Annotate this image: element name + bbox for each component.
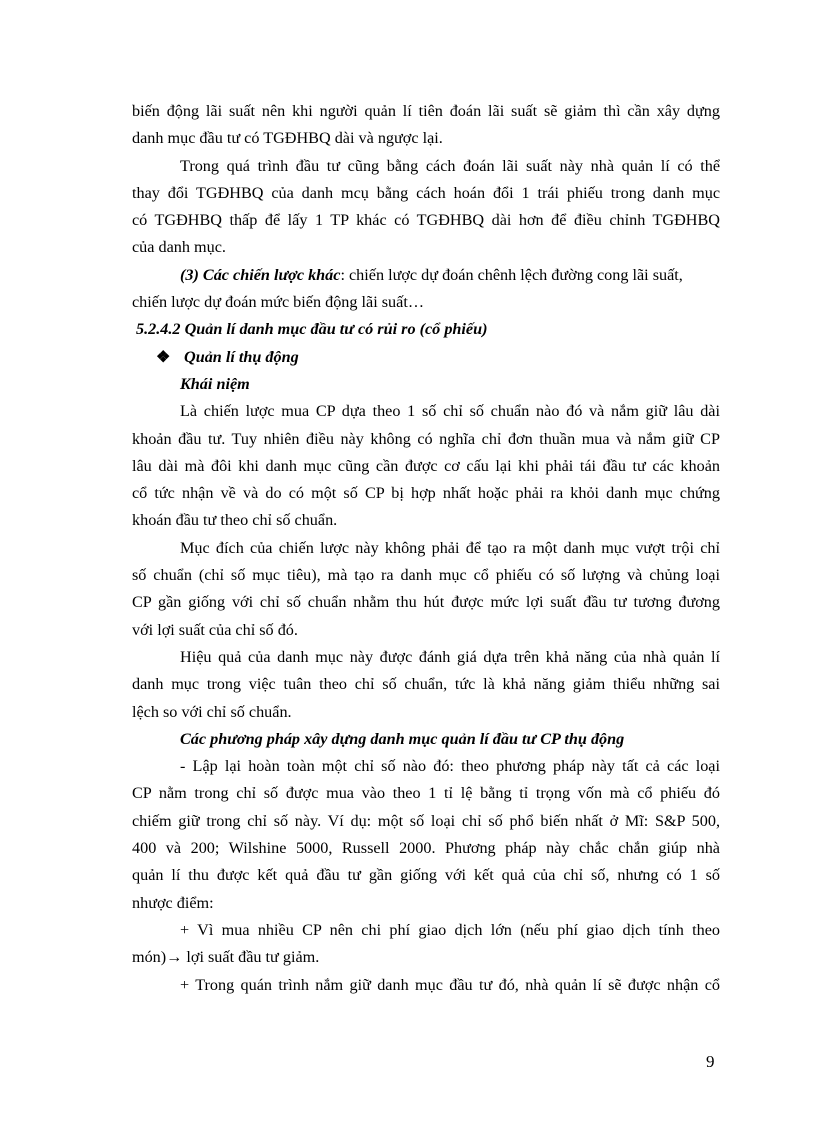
text-line: với lợi suất của chỉ số đó. xyxy=(132,620,298,639)
text-line: biến động lãi suất nên khi người quản lí tiên đoán lãi suất sẽ giảm thì cần xây dựng xyxy=(132,102,720,120)
text-line: chiếm giữ trong chỉ số này. Ví dụ: một số loại chỉ số phổ biến nhất ở Mĩ: S&P 500, xyxy=(132,811,720,830)
text-line: Trong quá trình đầu tư cũng bằng cách đoán lãi suất này nhà quản lí có thể xyxy=(180,156,720,175)
text-line: 400 và 200; Wilshine 5000, Russell 2000. Phương pháp này chắc chắn giúp nhà xyxy=(132,839,720,858)
page-number: 9 xyxy=(706,1052,715,1071)
text-line: khoản đầu tư. Tuy nhiên điều này không có nghĩa chỉ đơn thuần mua và nắm giữ CP xyxy=(132,429,720,448)
text-line: quản lí thu được kết quả đầu tư gần giống với kết quả của chỉ số, nhưng có 1 số xyxy=(132,866,720,885)
text-line: lệch so với chỉ số chuẩn. xyxy=(132,702,292,721)
text-line: + Trong quán trình nắm giữ danh mục đầu tư đó, nhà quản lí sẽ được nhận cổ xyxy=(180,975,720,994)
strategy-lead-label: (3) Các chiến lược khác xyxy=(180,265,341,284)
text-line: chiến lược dự đoán mức biến động lãi suất… xyxy=(132,293,425,312)
text-line: danh mục trong việc tuân theo chỉ số chuẩn, tức là khả năng giảm thiểu những sai xyxy=(132,675,720,694)
text-line: danh mục đầu tư có TGĐHBQ dài và ngược lại. xyxy=(132,129,443,148)
document-page xyxy=(132,98,720,999)
text-line: của danh mục. xyxy=(132,238,226,257)
text-line: món)→ lợi suất đầu tư giảm. xyxy=(132,948,320,967)
bullet-heading-line xyxy=(132,344,720,371)
text-line xyxy=(132,262,720,289)
text-line: có TGĐHBQ thấp để lấy 1 TP khác có TGĐHBQ dài hơn để điều chỉnh TGĐHBQ xyxy=(132,211,720,230)
subheading-methods: Các phương pháp xây dựng danh mục quản lí đầu tư CP thụ động xyxy=(180,729,625,748)
text-line: - Lập lại hoàn toàn một chỉ số nào đó: theo phương pháp này tất cả các loại xyxy=(180,757,720,776)
text-line: khoán đầu tư theo chỉ số chuẩn. xyxy=(132,511,338,530)
text-line: nhược điểm: xyxy=(132,893,214,912)
text-line: + Vì mua nhiều CP nên chi phí giao dịch lớn (nếu phí giao dịch tính theo xyxy=(180,920,720,939)
text-line: lâu dài mà đôi khi danh mục cũng cần được cơ cấu lại khi phải tái đầu tư các khoản xyxy=(132,456,720,475)
text-line: thay đổi TGĐHBQ của danh mcụ bằng cách hoán đổi 1 trái phiếu trong danh mục xyxy=(132,183,720,202)
subheading-concept: Khái niệm xyxy=(180,374,250,393)
text-line: Mục đích của chiến lược này không phải để tạo ra một danh mục vượt trội chỉ xyxy=(180,538,720,557)
bullet-heading: Quản lí thụ động xyxy=(184,347,299,366)
diamond-bullet-icon: ❖ xyxy=(156,347,171,366)
strategy-lead-text: : chiến lược dự đoán chênh lệch đường cong lãi suất, xyxy=(340,265,683,284)
text-line: cổ tức nhận về và do có một số CP bị hợp nhất hoặc phải ra khỏi danh mục chứng xyxy=(132,484,720,503)
text-line: Là chiến lược mua CP dựa theo 1 số chỉ số chuẩn nào đó và nắm giữ lâu dài xyxy=(180,402,720,421)
section-heading: 5.2.4.2 Quản lí danh mục đầu tư có rủi ro (cổ phiếu) xyxy=(136,320,488,339)
text-line: số chuẩn (chỉ số mục tiêu), mà tạo ra danh mục cổ phiếu có số lượng và chủng loại xyxy=(132,566,720,585)
text-line: CP gần giống với chỉ số chuẩn nhằm thu hút được mức lợi suất đầu tư tương đương xyxy=(132,593,720,612)
text-line: CP nằm trong chỉ số được mua vào theo 1 tỉ lệ bằng tỉ trọng vốn mà cổ phiếu đó xyxy=(132,784,720,803)
text-line: Hiệu quả của danh mục này được đánh giá dựa trên khả năng của nhà quản lí xyxy=(180,647,720,666)
